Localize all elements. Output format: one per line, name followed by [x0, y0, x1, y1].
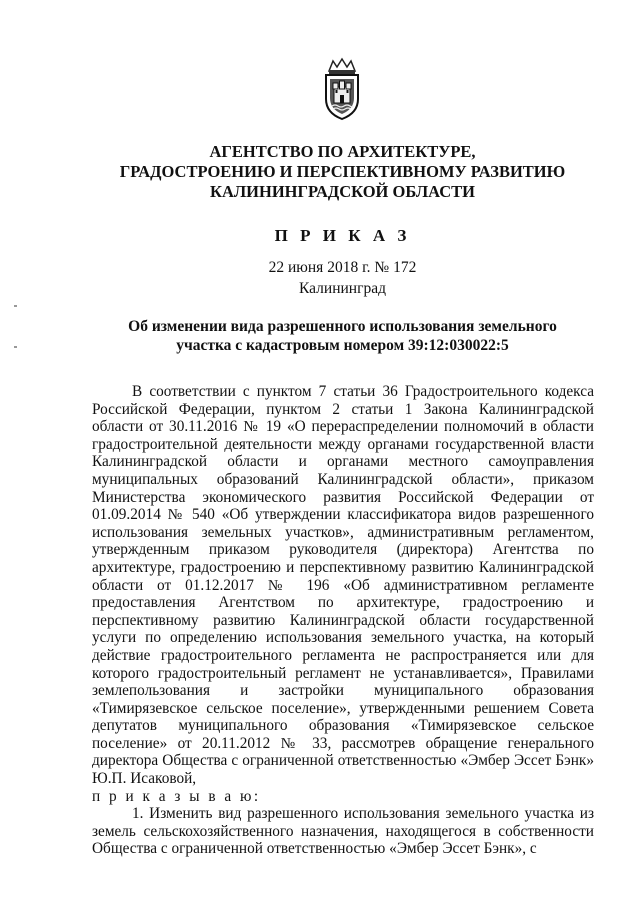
- subject-line-2: участка с кадастровым номером 39:12:030022:5: [176, 337, 509, 354]
- scan-margin-mark: [14, 305, 17, 307]
- agency-name-line-3: КАЛИНИНГРАДСКОЙ ОБЛАСТИ: [210, 182, 475, 201]
- agency-name-line-1: АГЕНТСТВО ПО АРХИТЕКТУРЕ,: [209, 142, 476, 161]
- order-title: П Р И К А З: [274, 226, 411, 245]
- scan-margin-mark: [14, 346, 17, 348]
- clause-1-paragraph: 1. Изменить вид разрешенного использования земельного участка из земель сельскохозяйственного назначения, находящегося в собственности Общества с ограниченной ответственностью «Эмбер Эссет Бэнк», с: [92, 805, 594, 858]
- agency-name-line-2: ГРАДОСТРОЕНИЮ И ПЕРСПЕКТИВНОМУ РАЗВИТИЮ: [119, 162, 566, 181]
- agency-header: [100, 142, 585, 202]
- subject-line-1: Об изменении вида разрешенного использования земельного: [128, 318, 557, 335]
- order-decree-word: п р и к а з ы в а ю:: [92, 787, 261, 805]
- order-subject: [100, 317, 585, 355]
- preamble-paragraph: В соответствии с пунктом 7 статьи 36 Градостроительного кодекса Российской Федерации, пунктом 2 статьи 1 Закона Калининградской области от 30.11.2016 № 19 «О перераспределении полномочий в области градостроительной деятельности между органами государственной власти Калининградской области и органами местного самоуправления муниципальных образований Калининградской области», приказом Министерства экономического развития Российской Федерации от 01.09.2014 № 540 «Об утверждении классификатора видов разрешенного использования земельных участков», административным регламентом, утвержденным приказом руководителя (директора) Агентства по архитектуре, градостроению и перспективному развитию Калининградской области от 01.12.2017 № 196 «Об административном регламенте предоставления Агентством по архитектуре, градостроению и перспективному развитию Калининградской области государственной услуги по определению использования земельного участка, на который действие градостроительного регламента не распространяется или для которого градостроительный регламент не устанавливается», Правилами землепользования и застройки муниципального образования «Тимирязевское сельское поселение», утвержденными решением Совета депутатов муниципального образования «Тимирязевское сельское поселение» от 20.11.2012 № 33, рассмотрев обращение генерального директора Общества с ограниченной ответственностью «Эмбер Эссет Бэнк» Ю.П. Исаковой,: [92, 383, 594, 788]
- order-city: Калининград: [299, 280, 386, 297]
- order-body: [92, 383, 594, 858]
- coat-of-arms-emblem: [321, 57, 363, 121]
- order-date-number: 22 июня 2018 г. № 172: [268, 259, 417, 276]
